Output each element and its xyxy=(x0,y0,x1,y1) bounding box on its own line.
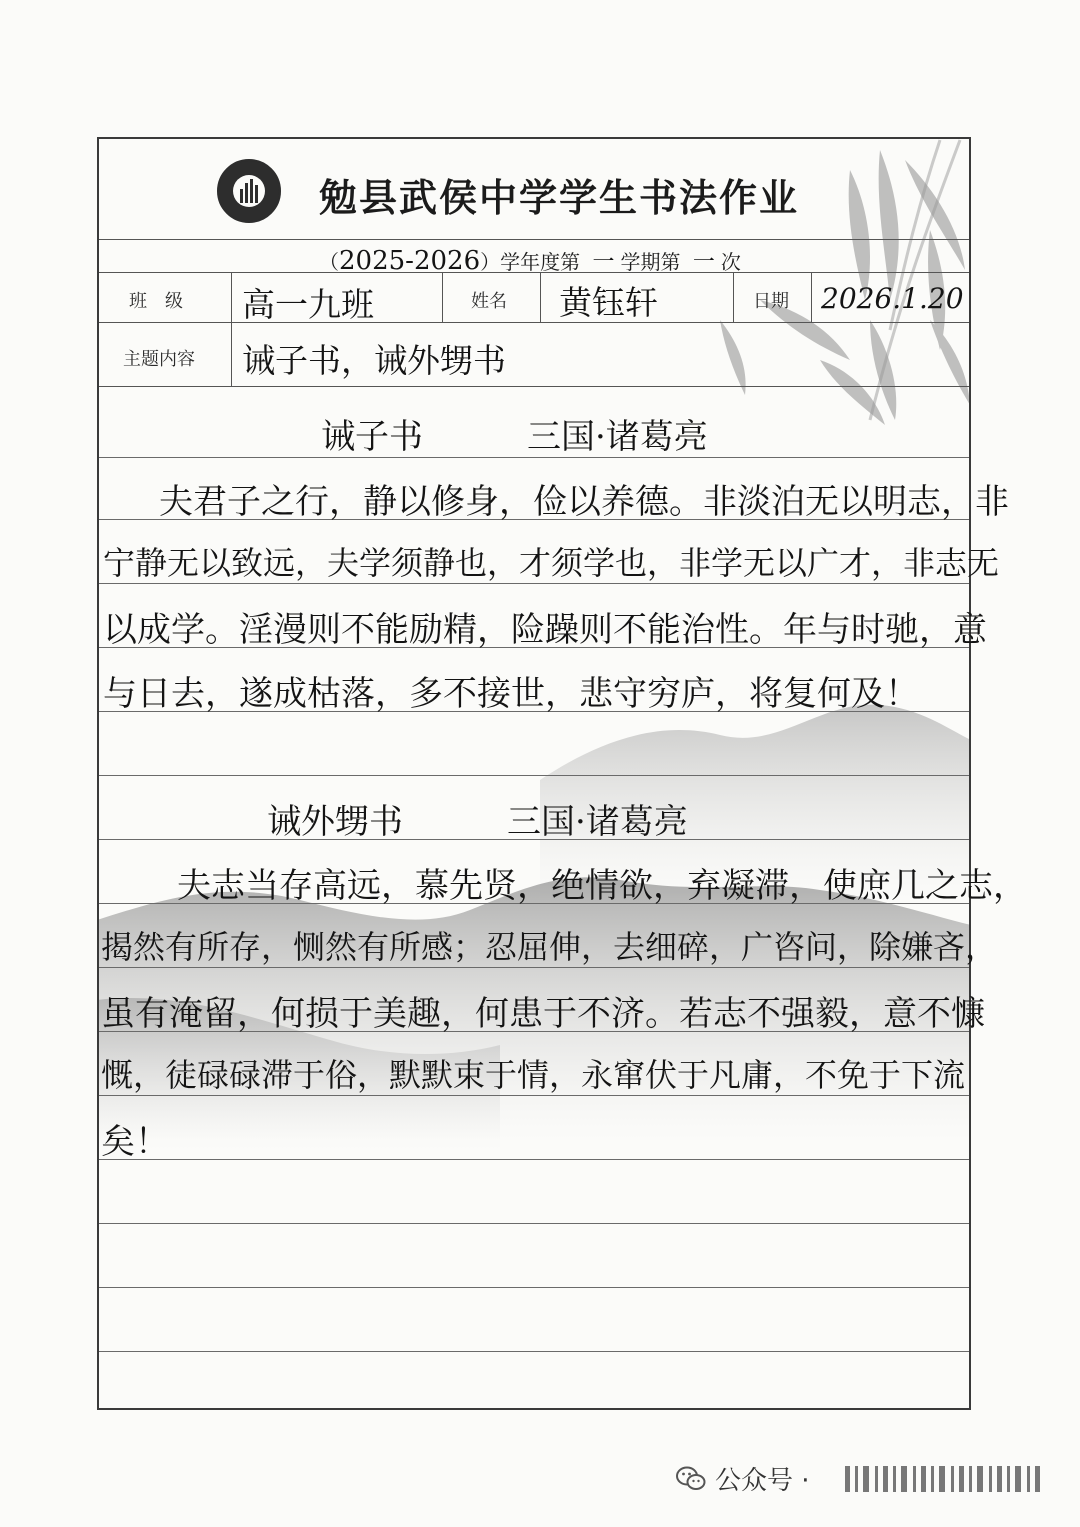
school-logo xyxy=(217,159,281,223)
poem1-author: 三国·诸葛亮 xyxy=(527,417,708,457)
class-label: 班 级 xyxy=(129,291,183,312)
ruled-line xyxy=(99,1287,969,1288)
date-value: 2026.1.20 xyxy=(821,282,964,315)
topic-value: 诫子书，诫外甥书 xyxy=(242,341,506,380)
term-number: 一 xyxy=(592,250,615,275)
sheet-title: 勉县武侯中学学生书法作业 xyxy=(319,176,800,220)
divider xyxy=(99,239,969,240)
poem1-line: 以成学。淫漫则不能励精，险躁则不能治性。年与时驰，意 xyxy=(103,610,987,650)
divider xyxy=(99,322,969,323)
class-value: 高一九班 xyxy=(242,285,374,324)
poem2-author: 三国·诸葛亮 xyxy=(507,802,688,842)
divider xyxy=(99,272,969,273)
ruled-line xyxy=(99,1159,969,1160)
wechat-icon xyxy=(676,1465,706,1493)
poem2-line: 夫志当存高远，慕先贤，绝情欲，弃凝滞，使庶几之志， xyxy=(177,866,1027,906)
divider xyxy=(811,272,812,322)
term-prefix: （ xyxy=(319,250,339,274)
name-label: 姓名 xyxy=(471,291,507,312)
divider xyxy=(231,272,232,386)
watermark-account-name-redacted xyxy=(845,1462,1055,1496)
term-mid: ）学年度第 xyxy=(480,250,581,274)
term-suffix: 次 xyxy=(720,250,741,274)
divider xyxy=(540,272,541,322)
divider xyxy=(733,272,734,322)
poem2-line: 虽有淹留，何损于美趣，何患于不济。若志不强毅，意不慷 xyxy=(101,994,985,1034)
poem1-title: 诫子书 xyxy=(321,417,423,457)
poem2-title: 诫外甥书 xyxy=(267,802,403,842)
term-mid2: 学期第 xyxy=(620,250,681,274)
watermark-text: 公众号 · xyxy=(715,1466,810,1496)
divider xyxy=(442,272,443,322)
homework-sheet xyxy=(97,137,1027,1410)
ruled-line xyxy=(99,1223,969,1224)
poem2-line: 慨，徒碌碌滞于俗，默默束于情，永窜伏于凡庸，不免于下流 xyxy=(101,1056,966,1094)
poem2-line: 揭然有所存，恻然有所感；忍屈伸，去细碎，广咨问，除嫌吝， xyxy=(101,928,998,966)
poem2-line: 矣！ xyxy=(101,1122,169,1162)
poem1-line: 宁静无以致远，夫学须静也，才须学也，非学无以广才，非志无 xyxy=(103,544,1000,582)
ruled-line xyxy=(99,775,969,776)
year-range: 2025-2026 xyxy=(339,246,481,276)
poem1-line: 夫君子之行，静以修身，俭以养德。非淡泊无以明志，非 xyxy=(159,482,1009,522)
times-number: 一 xyxy=(692,250,715,275)
date-label: 日期 xyxy=(753,291,789,312)
name-value: 黄钰轩 xyxy=(559,283,658,322)
divider xyxy=(99,386,969,387)
topic-label: 主题内容 xyxy=(123,349,195,370)
poem1-line: 与日去，遂成枯落，多不接世，悲守穷庐，将复何及！ xyxy=(103,674,919,714)
ruled-line xyxy=(99,1351,969,1352)
